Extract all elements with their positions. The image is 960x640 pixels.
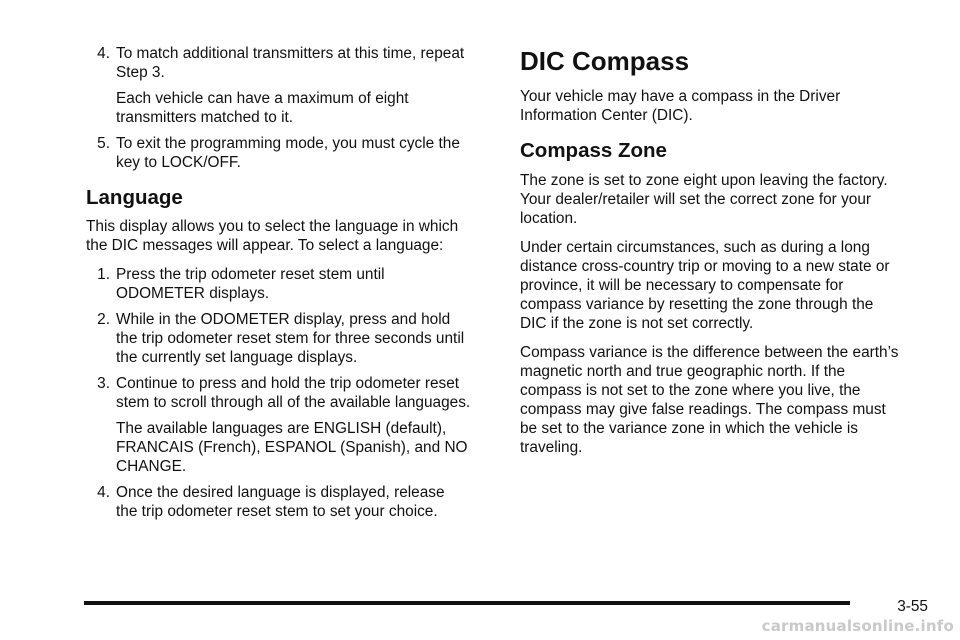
right-column xyxy=(520,46,930,467)
list-text: Continue to press and hold the trip odometer reset stem to scroll through all of the available languages. xyxy=(116,375,471,411)
page-number: 3-55 xyxy=(897,598,928,615)
watermark: carmanualsonline.info xyxy=(761,617,954,635)
list-text: While in the ODOMETER display, press and hold the trip odometer reset stem for three seconds until the currently set language displays. xyxy=(116,311,465,366)
paragraph: Under certain circumstances, such as during a long distance cross-country trip or moving to a new state or province, it will be necessary to compensate for compass variance by resetting the zone through the DIC if the zone is not set correctly. xyxy=(520,239,890,332)
paragraph: Compass variance is the difference between the earth’s magnetic north and true geographic north. If the compass is not set to the zone where you live, the compass may give false readings. The compass must be set to the variance zone in which the vehicle is traveling. xyxy=(520,344,899,456)
footer-rule xyxy=(84,601,850,605)
section-title-dic-compass: DIC Compass xyxy=(520,46,690,76)
list-item xyxy=(86,44,496,82)
list-number: 4. xyxy=(97,484,110,501)
list-number: 1. xyxy=(97,266,110,283)
list-note: The available languages are ENGLISH (default), FRANCAIS (French), ESPANOL (Spanish), and NO CHANGE. xyxy=(116,420,468,475)
list-item xyxy=(86,134,496,172)
list-number: 2. xyxy=(97,311,110,328)
list-text: Press the trip odometer reset stem until ODOMETER displays. xyxy=(116,266,385,302)
list-item xyxy=(86,483,496,521)
list-number: 5. xyxy=(97,135,110,152)
list-number: 3. xyxy=(97,375,110,392)
list-text: To exit the programming mode, you must cycle the key to LOCK/OFF. xyxy=(116,135,460,171)
list-note: Each vehicle can have a maximum of eight transmitters matched to it. xyxy=(116,90,409,126)
list-item xyxy=(86,310,496,367)
list-item xyxy=(86,265,496,303)
list-text: To match additional transmitters at this time, repeat Step 3. xyxy=(116,45,465,81)
compass-intro: Your vehicle may have a compass in the Driver Information Center (DIC). xyxy=(520,88,841,124)
section-heading-language: Language xyxy=(86,186,183,209)
list-item xyxy=(86,374,496,412)
left-column xyxy=(86,44,496,528)
list-text: Once the desired language is displayed, release the trip odometer reset stem to set your choice. xyxy=(116,484,445,520)
paragraph: The zone is set to zone eight upon leaving the factory. Your dealer/retailer will set the correct zone for your location. xyxy=(520,172,888,227)
section-heading-compass-zone: Compass Zone xyxy=(520,139,667,162)
language-intro: This display allows you to select the language in which the DIC messages will appear. To select a language: xyxy=(86,218,459,254)
list-number: 4. xyxy=(97,45,110,62)
